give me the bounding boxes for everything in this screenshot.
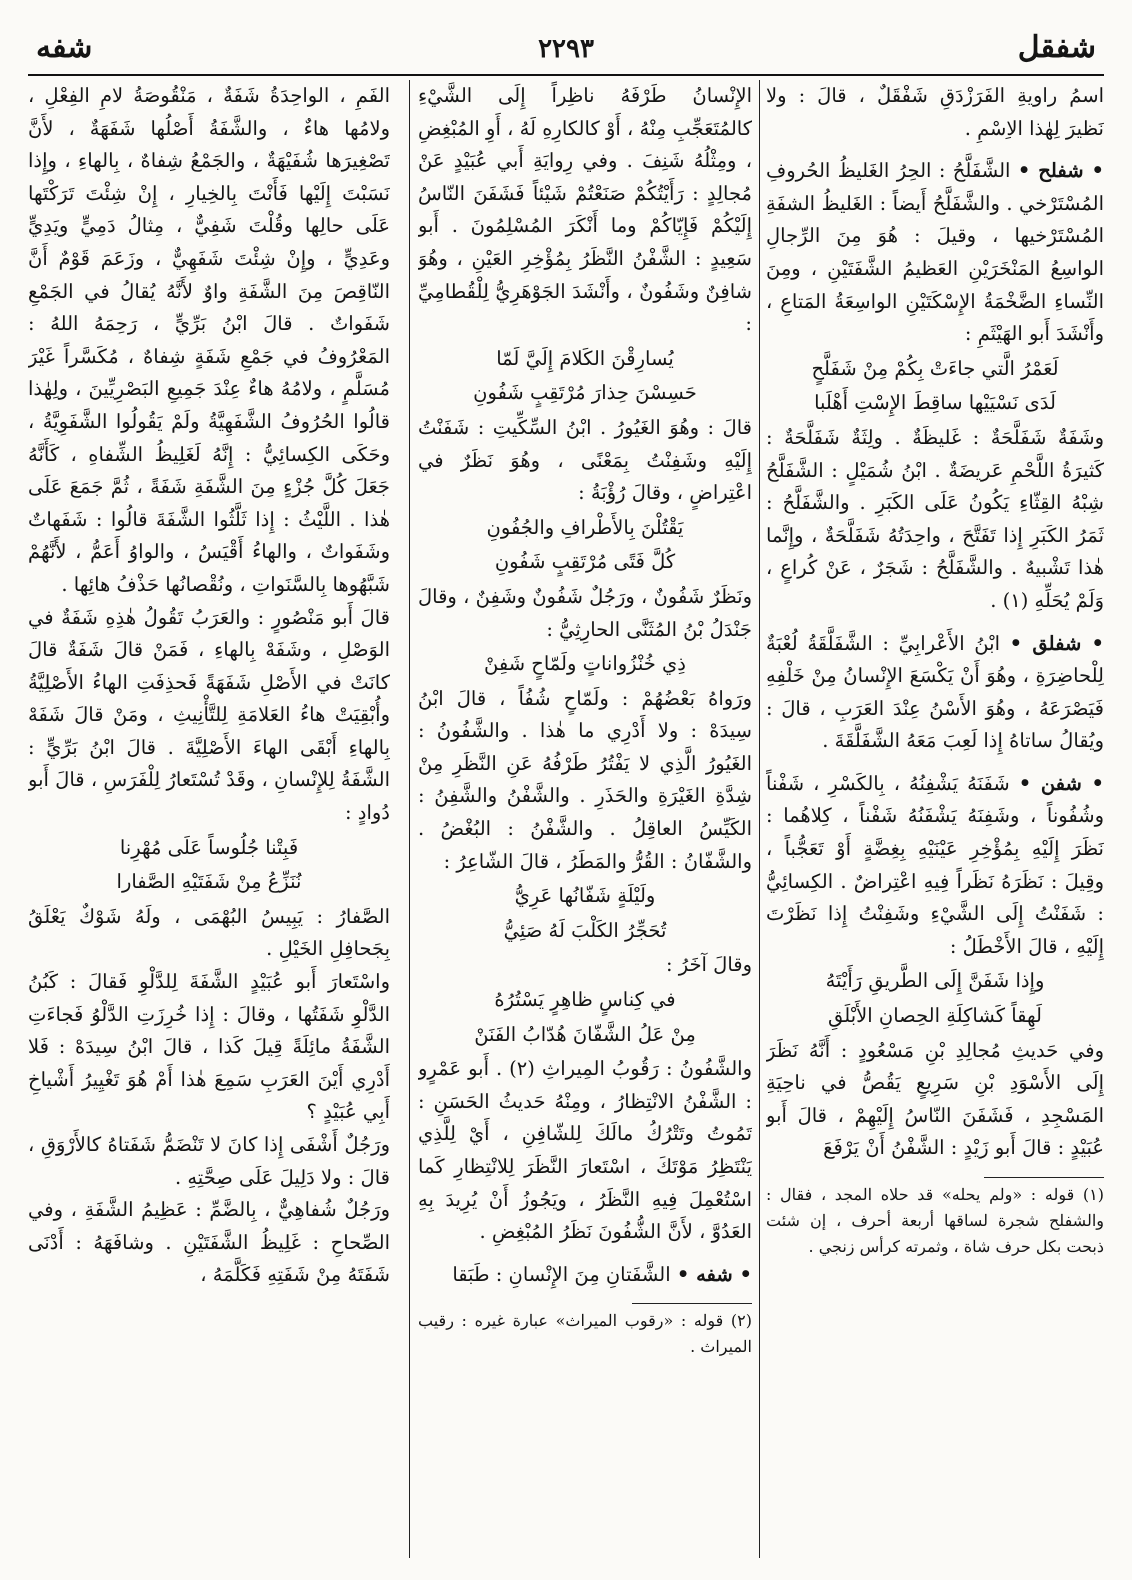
entry-text: قالَ أَبو مَنْصُورٍ : والعَرَبُ تَقُولُ هٰذِهِ شَفَةٌ في الوَصْلِ ، وشَفَهْ بِالهاءِ ، فَمَنْ قالَ شَفَةٌ قالَ كانَتْ في الأَصْلِ شَفَهَةً فَحذِفَتِ الهاءُ الأَصْلِيَّةُ وأُبْقِيَتْ هاءُ العَلامَةِ لِلتَّأْنِيثِ ، ومَنْ قالَ شَفَهْ بِالهاءِ أَبْقَى الهاءَ الأَصْلِيَّةَ . قالَ ابْنُ بَرِّيٍّ : الشَّفَةُ لِلإِنْسانِ ، وقَدْ تُسْتَعارُ لِلْفَرَسِ ، قالَ أَبو دُوادٍ :: [28, 605, 390, 825]
entry-text: اسمُ راويةِ الفَرَزْدَقِ شَفْقَلٌ ، قالَ : ولا نَظيرَ لِهٰذا الاِسْمِ .: [766, 84, 1104, 140]
verse-line: يَقْتُلْنَ بِالأَطْرافِ والجُفُونِ: [486, 515, 684, 539]
entry-text: وفي حَديثِ مُجالِدِ بْنِ مَسْعُودٍ : أَنَّهُ نَظَرَ إِلَى الأَسْوَدِ بْنِ سَرِيعٍ يَقُصُّ في ناحِيَةِ المَسْجِدِ ، فَشَفَنَ النّاسُ إِلَيْهِمْ ، قالَ أَبو عُبَيْدٍ : قالَ أَبو زَيْدٍ : الشَّفْنُ أَنْ يَرْفَعَ: [766, 1038, 1104, 1160]
entry-head: • شفلق •: [1009, 631, 1104, 655]
column-rule-1: [759, 80, 760, 1558]
columns: [28, 80, 1104, 1558]
verse-line: لَهِقاً كَشاكِلَةِ الحِصانِ الأَبْلَقِ: [828, 1004, 1042, 1028]
entry-text: الشَّفَلَّحُ : الحِرُ الغَليظُ الحُروفِ المُسْتَرْخي . والشَّفَلَّحُ أَيضاً : الغَليظُ الشفَةِ المُسْتَرْخيها ، وقيلَ : هُوَ مِنَ الرِّجالِ الواسِعُ المَنْخَرَيْنِ العَظيمُ الشَّفَتَيْنِ ، ومِنَ النِّساءِ الضَّخْمَةُ الإِسْكَتَيْنِ الواسِعَةُ المَتاعِ ، وأَنْشَدَ أَبو الهَيْثَمِ :: [766, 159, 1104, 346]
entry-text: وشَفَةٌ شَفَلَّحَةٌ : غَليظَةٌ . ولِثَةٌ شَفَلَّحَةٌ : كَثيرَةُ اللَّحْمِ عَريضَةٌ . ابْنُ شُمَيْلٍ : الشَّفَلَّحُ شِبْهُ القِثّاءِ يَكُونُ عَلَى الكَبَرِ . والشَّفَلَّحُ : ثَمَرُ الكَبَرِ إِذا تَفَتَّحَ ، واحِدَتُهُ شَفَلَّحَةٌ ، وإِنَّما هٰذا تَشْبيهٌ . والشَّفَلَّحُ : شَجَرٌ ، عَنْ كُراعٍ ، وَلَمْ يُحَلِّهِ (١) .: [766, 425, 1104, 612]
entry-text: ورَجُلٌ أَشْفَى إِذا كانَ لا تَنْضَمُّ شَفَتاهُ كالأَرْوَقِ ، قالَ : ولا دَلِيلَ عَلَى صِحَّتِهِ .: [28, 1133, 390, 1189]
verse-line: لَدَى نَسْيَيْها ساقِطَ الإِسْتِ أَهْلَبا: [814, 391, 1056, 415]
entry-text: ورَواهُ بَعْضُهُمْ : ولَمّاحٍ شُفُاً ، قالَ ابْنُ سِيدَهْ : ولا أَدْرِي ما هٰذا . والشَّفُونُ : الغَيُورُ الَّذِي لا يَفْتُرُ طَرْفُهُ عَنِ النَّظَرِ مِنْ شِدَّةِ الغَيْرَةِ والحَذَرِ . والشَّفْنُ والشَّفِنُ : الكَيِّسُ العاقِلُ . والشَّفْنُ : البُغْضُ . والشَّفّانُ : القُرُّ والمَطَرُ ، قالَ الشّاعِرُ :: [418, 686, 752, 873]
entry-head: • شفه •: [676, 1262, 752, 1286]
entry-shfn: [766, 768, 1104, 1165]
footnote-rule: [984, 1177, 1104, 1178]
entry-head: • شفن •: [1018, 771, 1104, 795]
entry-text: الإِنْسانُ طَرْفَهُ ناظِراً إِلَى الشَّيْءِ كالمُتَعَجِّبِ مِنْهُ ، أَوْ كالكارِهِ لَهُ ، أَوِ المُبْغِضِ ، ومِثْلُهُ شَنِفَ . وفي رِوايَةِ أَبي عُبَيْدٍ عَنْ مُجالِدٍ : رَأَيْتُكُمْ صَنَعْتُمْ شَيْئاً فَشَفَنَ النّاسُ إِلَيْكُمْ فَإِيّاكُمْ وما أَنْكَرَ المُسْلِمُونَ . أَبو سَعِيدٍ : الشَّفْنُ النَّظَرُ بِمُؤْخِرِ العَيْنِ ، وهُوَ شافِنٌ وشَفُونٌ ، وأَنْشَدَ الجَوْهَرِيُّ لِلْقُطامِيِّ :: [418, 84, 752, 336]
entry-shfh: [418, 1259, 752, 1292]
verse-line: نُنَزِّعُ مِنْ شَفَتَيْهِ الصَّفارا: [116, 870, 302, 894]
column-left: [28, 80, 390, 1558]
entry-text: ابْنُ الأَعْرابِيِّ : الشَّفَلَّقَةُ لُعْبَةٌ لِلْحاضِرَةِ ، وهُوَ أَنْ يَكْسَعَ الإِنْسانُ مِنْ خَلْفِهِ فَيَصْرَعَهُ ، وهُوَ الأَسْنُ عِنْدَ العَرَبِ ، قالَ : ويُقالُ ساتاهُ إِذا لَعِبَ مَعَهُ الشَّفَلَّقَةَ .: [766, 631, 1104, 753]
entry-text: الشَّفَتانِ مِنَ الإِنْسانِ : طَبَقا: [452, 1262, 671, 1286]
header-right-word: شفقل: [1017, 30, 1096, 65]
page-header: [28, 28, 1104, 76]
verse-line: في كِناسٍ ظاهِرٍ يَسْتُرُهُ: [494, 988, 676, 1012]
entry-text: واسْتَعارَ أَبو عُبَيْدٍ الشَّفَةَ لِلدَّلْوِ فَقالَ : كَبُنُ الدَّلْوِ شَفَتُها ، وقالَ : إِذا خُرِزَتِ الدَّلْوُ فَجاءَتِ الشَّفَةُ مائِلَةً قِيلَ كَذا ، قالَ ابْنُ سِيدَهْ : فَلا أَدْرِي أَيْنَ العَرَبِ سَمِعَ هٰذا أَمْ هُوَ تَغْيِيرُ أَشْياخِ أَبِي عُبَيْدٍ ؟: [28, 970, 390, 1124]
entry-text: قالَ : وهُوَ الغَيُورُ . ابْنُ السِّكِّيتِ : شَفَنْتُ إِلَيْهِ وشَفِنْتُ بِمَعْنًى ، وهُوَ نَظَرٌ في اعْتِراضٍ ، وقالَ رُؤْبَةُ :: [418, 415, 752, 505]
entry-text: الصَّفارُ : يَبِيسُ البُهْمَى ، ولَهُ شَوْكٌ يَعْلَقُ بِجَحافِلِ الخَيْلِ .: [28, 904, 390, 961]
verse-line: ذِي خُنْزُواناتٍ ولَمّاحٍ شَفِنْ: [483, 652, 686, 676]
entry-text: ونَظَرٌ شَفُونٌ ، ورَجُلٌ شَفُونٌ وشَفِنٌ ، وقالَ جَنْدَلُ بْنُ المُثَنَّى الحارِثِيُّ :: [418, 584, 752, 641]
entry-text: ورَجُلٌ شُفاهِيٌّ ، بِالضَّمِّ : عَظِيمُ الشَّفَةِ ، وفي الصِّحاحِ : غَلِيظُ الشَّفَتَيْنِ . وشافَهَهُ : أَدْنَى شَفَتَهُ مِنْ شَفَتِهِ فَكَلَّمَهُ ،: [28, 1198, 390, 1287]
page-number: ٢٢٩٣: [538, 34, 594, 64]
entry-text: والشَّفُونُ : رَقُوبُ المِيراثِ (٢) . أَبو عَمْرٍو : الشَّفْنُ الانْتِظارُ ، ومِنْهُ حَديثُ الحَسَنِ : تَمُوتُ وتَتْرُكُ مالَكَ لِلشّافِنِ ، أَيْ لِلَّذِي يَنْتَظِرُ مَوْتَكَ ، اسْتَعارَ النَّظَرَ لِلانْتِظارِ كَما اسْتُعْمِلَ فِيهِ النَّظَرُ ، ويَجُوزُ أَنْ يُرِيدَ بِهِ العَدُوَّ ، لأَنَّ الشُّفُونَ نَظَرُ المُبْغِضِ .: [418, 1057, 752, 1244]
verse-line: مِنْ عَلُ الشَّفّانَ هُدّابُ الفَنَنْ: [474, 1022, 696, 1046]
verse-line: لَعَمْرُ الَّتي جاءَتْ بِكُمْ مِنْ شَفَلَّحٍ: [811, 356, 1059, 380]
footnote: (٢) قوله : «رقوب الميراث» عبارة غيره : رقيب الميراث .: [418, 1311, 752, 1357]
verse-line: كُلَّ فَتًى مُرْتَقِبٍ شَفُونِ: [494, 550, 676, 574]
column-rule-2: [409, 80, 410, 1558]
entry-text: الفَمِ ، الواحِدَةُ شَفَةٌ ، مَنْقُوصَةُ لامِ الفِعْلِ ، ولامُها هاءٌ ، والشَّفَةُ أَصْلُها شَفَهَةٌ ، لأَنَّ تَصْغِيرَها شُفَيْهَةٌ ، والجَمْعُ شِفاهٌ ، بِالهاءِ ، وإِذا نَسَبْتَ إِلَيْها فَأَنْتَ بِالخِيارِ ، إِنْ شِئْتَ تَرَكْتَها عَلَى حالِها وقُلْتَ شَفِيٌّ ، مِثالُ دَمِيٍّ ويَدِيٍّ وعَدِيٍّ ، وإِنْ شِئْتَ شَفَهِيٌّ ، وزَعَمَ قَوْمٌ أَنَّ النّاقِصَ مِنَ الشَّفَةِ واوٌ لأَنَّهُ يُقالُ في الجَمْعِ شَفَواتٌ . قالَ ابْنُ بَرِّيٍّ ، رَحِمَهُ اللهُ : المَعْرُوفُ في جَمْعِ شَفَةٍ شِفاهٌ ، مُكَسَّراً غَيْرَ مُسَلَّمٍ ، ولامُهُ هاءٌ عِنْدَ جَمِيعِ البَصْرِيِّينَ ، ولِهٰذا قالُوا الحُرُوفُ الشَّفَهِيَّةُ ولَمْ يَقُولُوا الشَّفَوِيَّةُ ، وحَكَى الكِسائِيُّ : إِنَّهُ لَغَلِيظُ الشِّفاهِ ، كَأَنَّهُ جَعَلَ كُلَّ جُزْءٍ مِنَ الشَّفَةِ شَفَةً ، ثُمَّ جَمَعَ عَلَى هٰذا . اللَّيْثُ : إِذا ثَلَّثُوا الشَّفَةَ قالُوا : شَفَهاتٌ وشَفَواتٌ ، والهاءُ أَقْيَسُ ، والواوُ أَعَمُّ ، لأَنَّهُمْ شَبَّهُوها بِالسَّنَواتِ ، ونُقْصانُها حَذْفُ هائِها .: [28, 84, 390, 596]
entry-text: وقالَ آخَرُ :: [665, 953, 752, 977]
entry-shflq: [766, 628, 1104, 758]
entry-shflh: [766, 155, 1104, 617]
column-middle: [418, 80, 752, 1558]
footnote: (١) قوله : «ولم يحله» قد حلاه المجد ، فقال : والشفلح شجرة لساقها أربعة أحرف ، إن شئت ذبحت بكل حرف شاة ، وثمرته كرأس زنجي .: [766, 1185, 1104, 1256]
header-left-word: شفه: [36, 30, 93, 65]
verse-line: يُسارِقْنَ الكَلامَ إِلَيَّ لَمّا: [496, 346, 674, 370]
footnote-rule: [632, 1303, 752, 1304]
verse-line: حَسِسْنَ حِذارَ مُرْتَقِبٍ شَفُونِ: [473, 381, 697, 405]
verse-line: فَبِتْنا جُلُوساً عَلَى مُهْرِنا: [119, 835, 299, 859]
entry-text: شَفَنَهُ يَشْفِنُهُ ، بِالكَسْرِ ، شَفْناً وشُفُوناً ، وشَفِنَهُ يَشْفَنُهُ شَفْناً ، كِلاهُما : نَظَرَ إِلَيْهِ بِمُؤْخِرِ عَيْنَيْهِ بِغِضَّةٍ أَوْ تَعَجُّباً ، وقِيلَ : نَظَرَهُ نَظَراً فِيهِ اعْتِراضٌ . الكِسائِيُّ : شَفَنْتُ إِلَى الشَّيْءِ وشَفِنْتُ إِذا نَظَرْتَ إِلَيْهِ ، قالَ الأَخْطَلُ :: [766, 771, 1104, 958]
verse-line: وإِذا شَفَنَّ إِلَى الطَّريقِ رَأَيْتَهُ: [825, 969, 1045, 993]
column-right: [766, 80, 1104, 1558]
verse-line: ولَيْلَةٍ شَفّانُها عَرِيُّ: [514, 884, 656, 908]
entry-head: • شفلح •: [1017, 159, 1104, 183]
verse-line: تُحَجِّرُ الكَلْبَ لَهُ صَئِيُّ: [503, 918, 667, 942]
